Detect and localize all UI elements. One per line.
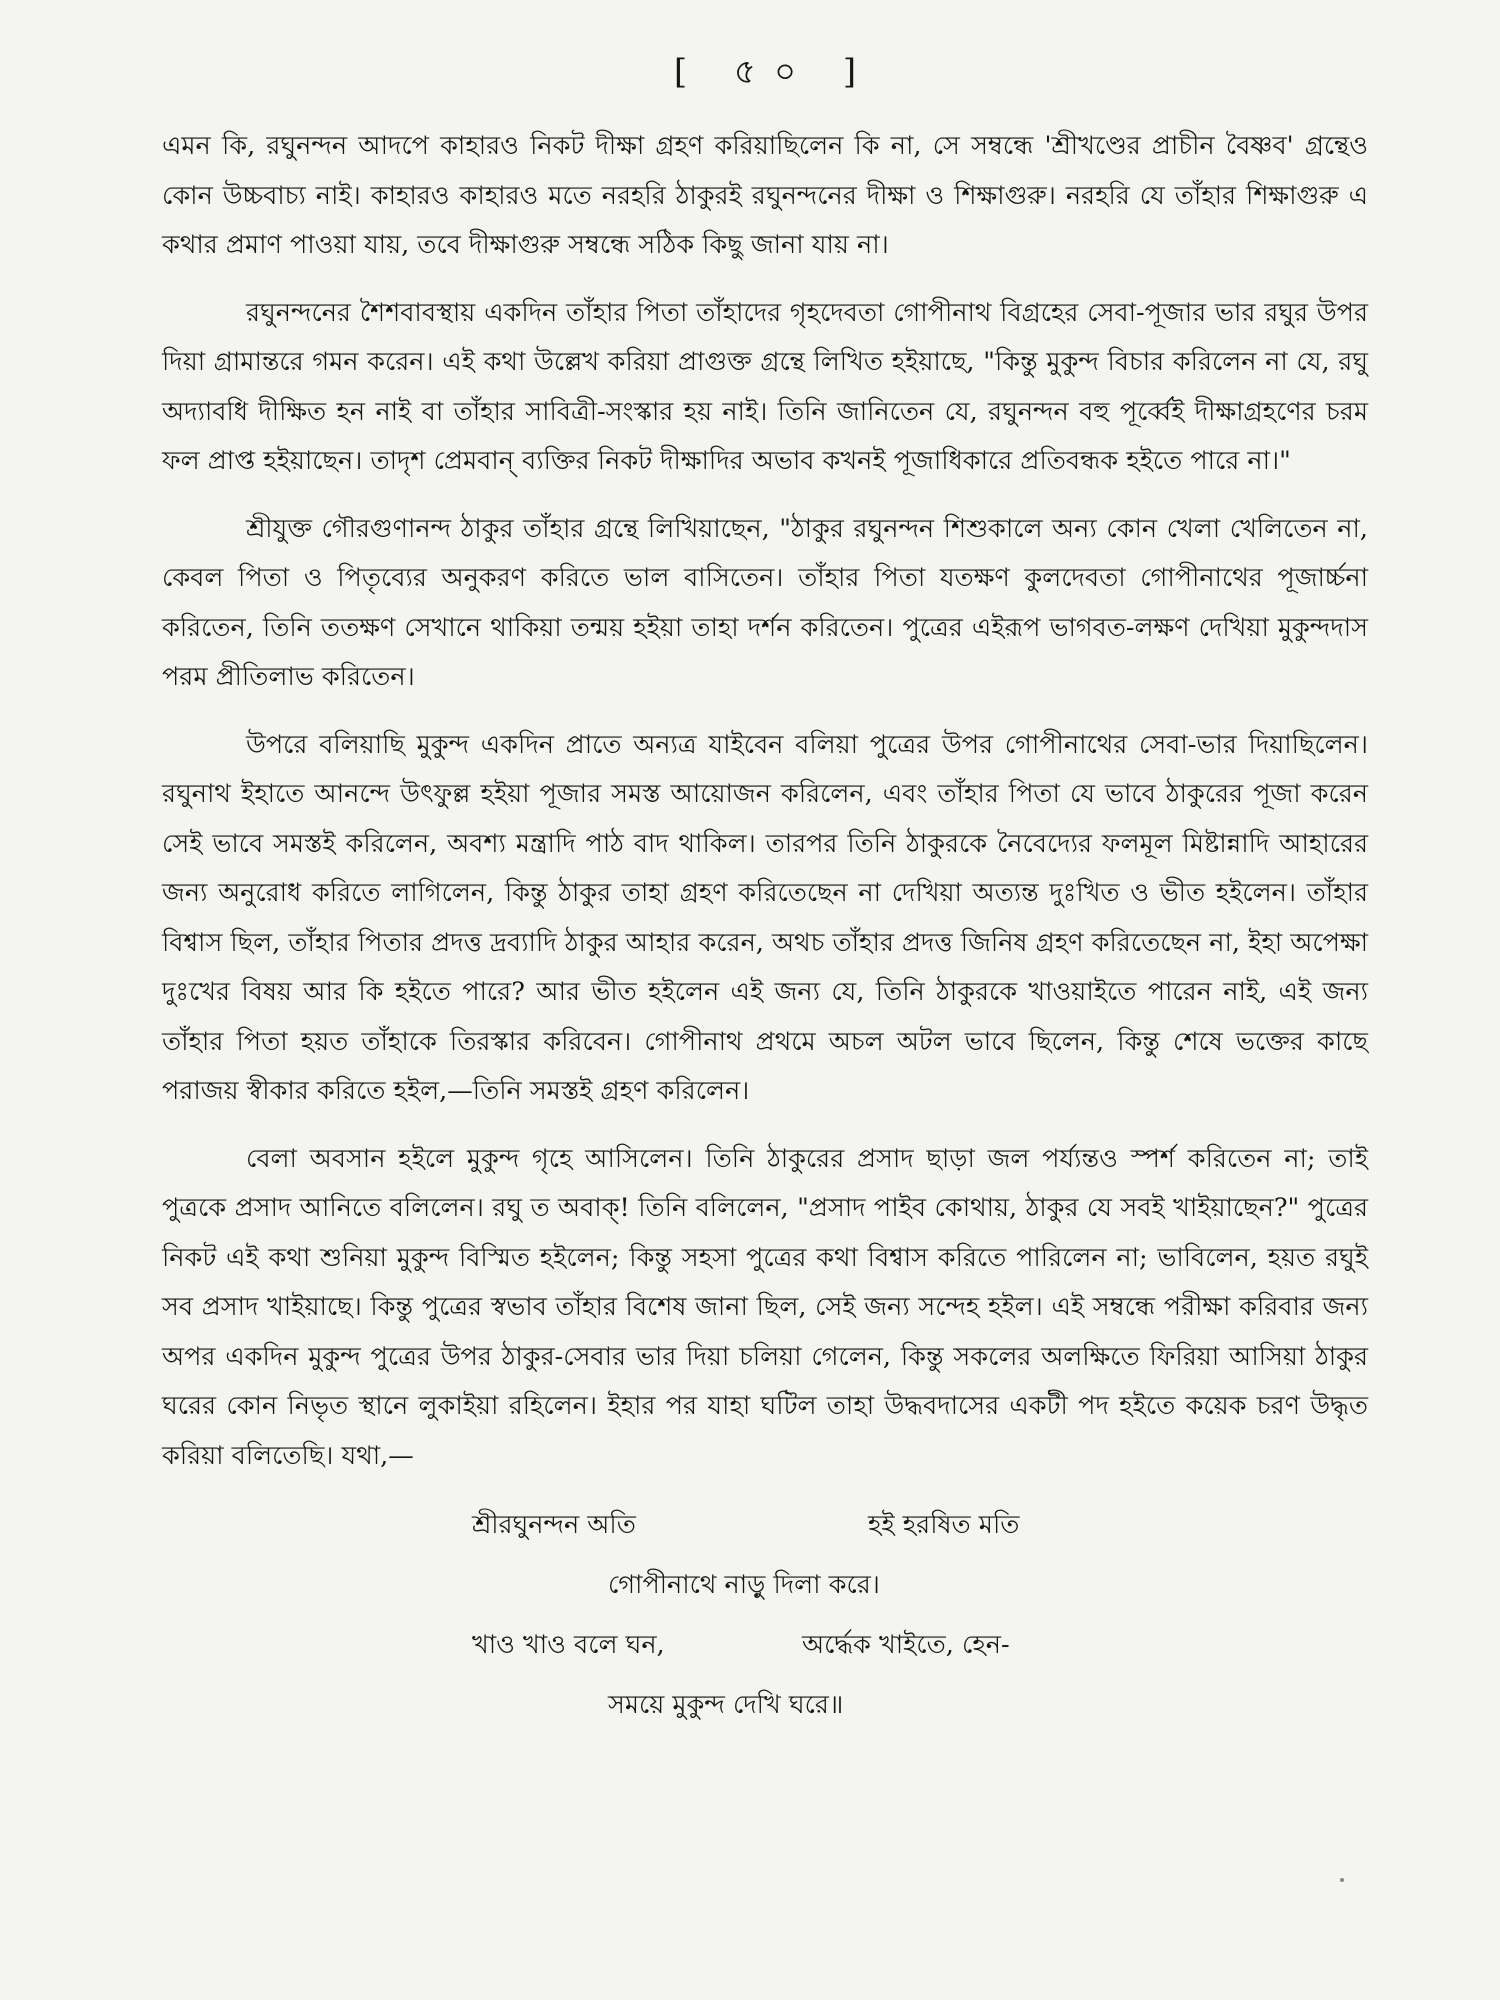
- paragraph-3: শ্রীযুক্ত গৌরগুণানন্দ ঠাকুর তাঁহার গ্রন্থে লিখিয়াছেন, "ঠাকুর রঘুনন্দন শিশুকালে অন্য কোন খেলা খেলিতেন না, কেবল পিতা ও পিতৃব্যের অনুকরণ করিতে ভাল বাসিতেন। তাঁহার পিতা যতক্ষণ কুলদেবতা গোপীনাথের পূজার্চ্চনা করিতেন, তিনি ততক্ষণ সেখানে থাকিয়া তন্ময় হইয়া তাহা দর্শন করিতেন। পুত্রের এইরূপ ভাগবত-লক্ষণ দেখিয়া মুকুন্দদাস পরম প্রীতিলাভ করিতেন।: [162, 513, 1368, 692]
- verse-line-3-left: খাও খাও বলে ঘন,: [472, 1630, 665, 1660]
- paper-speck: [1340, 1878, 1344, 1882]
- paragraph-4: উপরে বলিয়াছি মুকুন্দ একদিন প্রাতে অন্যত্র যাইবেন বলিয়া পুত্রের উপর গোপীনাথের সেবা-ভার দিয়াছিলেন। রঘুনাথ ইহাতে আনন্দে উৎফুল্ল হইয়া পূজার সমস্ত আয়োজন করিলেন, এবং তাঁহার পিতা যে ভাবে ঠাকুরের পূজা করেন সেই ভাবে সমস্তই করিলেন, অবশ্য মন্ত্রাদি পাঠ বাদ থাকিল। তারপর তিনি ঠাকুরকে নৈবেদ্যের ফলমূল মিষ্টান্নাদি আহারের জন্য অনুরোধ করিতে লাগিলেন, কিন্তু ঠাকুর তাহা গ্রহণ করিতেছেন না দেখিয়া অত্যন্ত দুঃখিত ও ভীত হইলেন। তাঁহার বিশ্বাস ছিল, তাঁহার পিতার প্রদত্ত দ্রব্যাদি ঠাকুর আহার করেন, অথচ তাঁহার প্রদত্ত জিনিষ গ্রহণ করিতেছেন না, ইহা অপেক্ষা দুঃখের বিষয় আর কি হইতে পারে? আর ভীত হইলেন এই জন্য যে, তিনি ঠাকুরকে খাওয়াইতে পারেন নাই, এই জন্য তাঁহার পিতা হয়ত তাঁহাকে তিরস্কার করিবেন। গোপীনাথ প্রথমে অচল অটল ভাবে ছিলেন, কিন্তু শেষে ভক্তের কাছে পরাজয় স্বীকার করিতে হইল,—তিনি সমস্তই গ্রহণ করিলেন।: [162, 729, 1368, 1106]
- paragraph-1: এমন কি, রঘুনন্দন আদপে কাহারও নিকট দীক্ষা গ্রহণ করিয়াছিলেন কি না, সে সম্বন্ধে 'শ্রীখণ্ডের প্রাচীন বৈষ্ণব' গ্রন্থেও কোন উচ্চবাচ্য নাই। কাহারও কাহারও মতে নরহরি ঠাকুরই রঘুনন্দনের দীক্ষা ও শিক্ষাগুরু। নরহরি যে তাঁহার শিক্ষাগুরু এ কথার প্রমাণ পাওয়া যায়, তবে দীক্ষাগুরু সম্বন্ধে সঠিক কিছু জানা যায় না।: [162, 131, 1368, 260]
- paragraph-2: রঘুনন্দনের শৈশবাবস্থায় একদিন তাঁহার পিতা তাঁহাদের গৃহদেবতা গোপীনাথ বিগ্রহের সেবা-পূজার ভার রঘুর উপর দিয়া গ্রামান্তরে গমন করেন। এই কথা উল্লেখ করিয়া প্রাগুক্ত গ্রন্থে লিখিত হইয়াছে, "কিন্তু মুকুন্দ বিচার করিলেন না যে, রঘু অদ্যাবধি দীক্ষিত হন নাই বা তাঁহার সাবিত্রী-সংস্কার হয় নাই। তিনি জানিতেন যে, রঘুনন্দন বহু পূর্ব্বেই দীক্ষাগ্রহণের চরম ফল প্রাপ্ত হইয়াছেন। তাদৃশ প্রেমবান্ ব্যক্তির নিকট দীক্ষাদির অভাব কখনই পূজাধিকারে প্রতিবন্ধক হইতে পারে না।": [162, 297, 1368, 476]
- verse-line-4: সময়ে মুকুন্দ দেখি ঘরে॥: [608, 1690, 844, 1720]
- paragraph-5: বেলা অবসান হইলে মুকুন্দ গৃহে আসিলেন। তিনি ঠাকুরের প্রসাদ ছাড়া জল পর্য্যন্তও স্পর্শ করিতেন না; তাই পুত্রকে প্রসাদ আনিতে বলিলেন। রঘু ত অবাক্! তিনি বলিলেন, "প্রসাদ পাইব কোথায়, ঠাকুর যে সবই খাইয়াছেন?" পুত্রের নিকট এই কথা শুনিয়া মুকুন্দ বিস্মিত হইলেন; কিন্তু সহসা পুত্রের কথা বিশ্বাস করিতে পারিলেন না; ভাবিলেন, হয়ত রঘুই সব প্রসাদ খাইয়াছে। কিন্তু পুত্রের স্বভাব তাঁহার বিশেষ জানা ছিল, সেই জন্য সন্দেহ হইল। এই সম্বন্ধে পরীক্ষা করিবার জন্য অপর একদিন মুকুন্দ পুত্রের উপর ঠাকুর-সেবার ভার দিয়া চলিয়া গেলেন, কিন্তু সকলের অলক্ষিতে ফিরিয়া আসিয়া ঠাকুর ঘরের কোন নিভৃত স্থানে লুকাইয়া রহিলেন। ইহার পর যাহা ঘটিল তাহা উদ্ধবদাসের একটী পদ হইতে কয়েক চরণ উদ্ধৃত করিয়া বলিতেছি। যথা,—: [162, 1143, 1368, 1471]
- body-text: [162, 122, 1368, 1481]
- page-number: [ ৫০ ]: [673, 52, 875, 92]
- verse-line-1-left: শ্রীরঘুনন্দন অতি: [472, 1510, 636, 1540]
- verse-line-1-right: হই হরষিত মতি: [868, 1510, 1020, 1540]
- verse-line-3-right: অৰ্দ্ধেক খাইতে, হেন-: [802, 1630, 1010, 1660]
- verse-line-2: গোপীনাথে নাড়ু দিলা করে।: [608, 1570, 880, 1600]
- verse-block: [162, 1505, 1368, 1765]
